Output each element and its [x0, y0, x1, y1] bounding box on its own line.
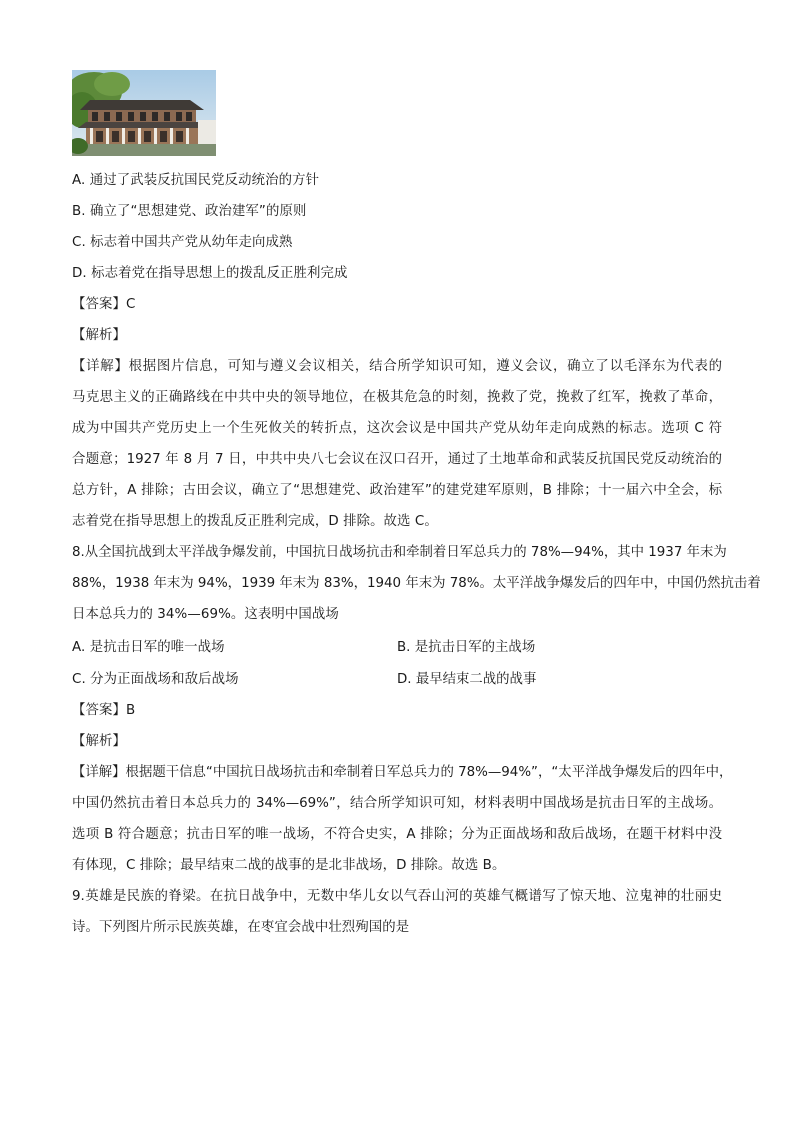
q8-stem-line: 88%，1938 年末为 94%，1939 年末为 83%，1940 年末为 78%。太平洋战争爆发后的四年中，中国仍然抗击着: [72, 576, 761, 591]
q8-option-a: A. 是抗击日军的唯一战场: [72, 640, 225, 655]
zunyi-meeting-site-photo: [72, 70, 216, 156]
q7-option-d: D. 标志着党在指导思想上的拨乱反正胜利完成: [72, 266, 348, 281]
q9-stem-line: 诗。下列图片所示民族英雄，在枣宜会战中壮烈殉国的是: [72, 920, 410, 935]
q8-option-b: B. 是抗击日军的主战场: [397, 640, 536, 655]
q7-detail-line: 合题意；1927 年 8 月 7 日，中共中央八七会议在汉口召开，通过了土地革命和武装反抗国民党反动统治的: [72, 452, 722, 467]
q7-detail-line: 【详解】根据图片信息，可知与遵义会议相关，结合所学知识可知，遵义会议，确立了以毛泽东为代表的: [72, 359, 722, 374]
q8-stem-line: 8.从全国抗战到太平洋战争爆发前，中国抗日战场抗击和牵制着日军总兵力的 78%—94%，其中 1937 年末为: [72, 545, 727, 560]
q8-analysis-label: 【解析】: [72, 734, 126, 749]
q7-option-c: C. 标志着中国共产党从幼年走向成熟: [72, 235, 293, 250]
q7-option-b: B. 确立了“思想建党、政治建军”的原则: [72, 204, 307, 219]
q7-detail-line: 马克思主义的正确路线在中共中央的领导地位，在极其危急的时刻，挽救了党，挽救了红军，挽救了革命，: [72, 390, 722, 405]
q7-analysis-label: 【解析】: [72, 328, 126, 343]
q9-stem-line: 9.英雄是民族的脊梁。在抗日战争中，无数中华儿女以气吞山河的英雄气概谱写了惊天地、泣鬼神的壮丽史: [72, 889, 722, 904]
q7-option-a: A. 通过了武装反抗国民党反动统治的方针: [72, 173, 320, 188]
q8-answer: 【答案】B: [72, 703, 136, 718]
q7-detail-line: 成为中国共产党历史上一个生死攸关的转折点，这次会议是中国共产党从幼年走向成熟的标志。选项 C 符: [72, 421, 722, 436]
q7-detail-line: 志着党在指导思想上的拨乱反正胜利完成，D 排除。故选 C。: [72, 514, 438, 529]
q7-detail-line: 总方针，A 排除；古田会议，确立了“思想建党、政治建军”的建党建军原则，B 排除；十一届六中全会，标: [72, 483, 722, 498]
q8-detail-line: 选项 B 符合题意；抗击日军的唯一战场，不符合史实，A 排除；分为正面战场和敌后战场，在题干材料中没: [72, 827, 722, 842]
q8-option-c: C. 分为正面战场和敌后战场: [72, 672, 239, 687]
q8-option-d: D. 最早结束二战的战事: [397, 672, 537, 687]
q7-answer: 【答案】C: [72, 297, 136, 312]
q8-stem-line: 日本总兵力的 34%—69%。这表明中国战场: [72, 607, 339, 622]
q8-detail-line: 【详解】根据题干信息“中国抗日战场抗击和牵制着日军总兵力的 78%—94%”，“太平洋战争爆发后的四年中，: [72, 765, 733, 780]
q8-detail-line: 中国仍然抗击着日本总兵力的 34%—69%”，结合所学知识可知，材料表明中国战场是抗击日军的主战场。: [72, 796, 722, 811]
q8-detail-line: 有体现，C 排除；最早结束二战的战事的是北非战场，D 排除。故选 B。: [72, 858, 506, 873]
